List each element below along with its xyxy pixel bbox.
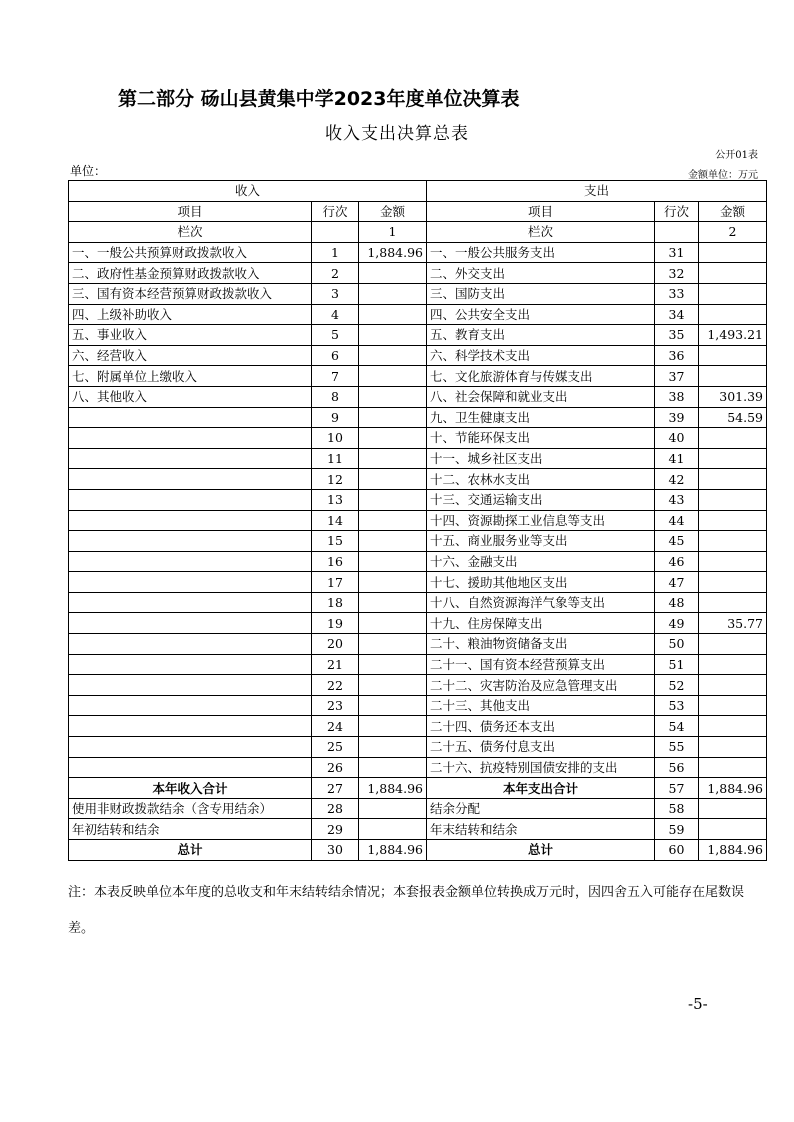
income-line-no: 23 <box>312 695 359 716</box>
expense-item: 二十六、抗疫特别国债安排的支出 <box>427 757 655 778</box>
income-item: 五、事业收入 <box>69 325 312 346</box>
income-item <box>69 428 312 449</box>
income-item <box>69 757 312 778</box>
page-number: -5- <box>688 995 708 1013</box>
expense-line-no: 34 <box>655 304 699 325</box>
income-line-no: 2 <box>312 263 359 284</box>
expense-item: 八、社会保障和就业支出 <box>427 386 655 407</box>
table-row <box>69 242 767 263</box>
expense-amount: 301.39 <box>699 386 767 407</box>
expense-header: 支出 <box>427 181 767 202</box>
income-item: 年初结转和结余 <box>69 819 312 840</box>
income-amount <box>359 325 427 346</box>
table-row <box>69 345 767 366</box>
expense-amount <box>699 592 767 613</box>
income-amount: 1,884.96 <box>359 242 427 263</box>
income-total-amount: 1,884.96 <box>359 778 427 799</box>
expense-amount <box>699 572 767 593</box>
amount-unit: 金额单位：万元 <box>688 170 758 181</box>
expense-amount <box>699 428 767 449</box>
col-index-label: 栏次 <box>427 222 655 243</box>
income-amount <box>359 695 427 716</box>
income-line-no: 10 <box>312 428 359 449</box>
table-row <box>69 592 767 613</box>
table-row <box>69 469 767 490</box>
income-line-no: 18 <box>312 592 359 613</box>
expense-item: 十五、商业服务业等支出 <box>427 531 655 552</box>
expense-item: 十二、农林水支出 <box>427 469 655 490</box>
income-amount <box>359 345 427 366</box>
empty-cell <box>312 222 359 243</box>
expense-line-no: 47 <box>655 572 699 593</box>
income-item <box>69 531 312 552</box>
income-item <box>69 613 312 634</box>
section-header-row <box>69 181 767 202</box>
income-amount <box>359 675 427 696</box>
expense-item: 十、节能环保支出 <box>427 428 655 449</box>
income-item: 六、经营收入 <box>69 345 312 366</box>
expense-line-no: 55 <box>655 737 699 758</box>
income-line-no: 7 <box>312 366 359 387</box>
expense-item: 二、外交支出 <box>427 263 655 284</box>
income-item: 使用非财政拨款结余（含专用结余） <box>69 798 312 819</box>
table-row <box>69 531 767 552</box>
expense-grand-total-amount: 1,884.96 <box>699 840 767 861</box>
table-row <box>69 407 767 428</box>
document-title: 第二部分 砀山县黄集中学2023年度单位决算表 <box>118 88 520 110</box>
expense-item: 二十二、灾害防治及应急管理支出 <box>427 675 655 696</box>
income-item: 四、上级补助收入 <box>69 304 312 325</box>
income-line-no: 9 <box>312 407 359 428</box>
table-row <box>69 510 767 531</box>
expense-amount <box>699 695 767 716</box>
expense-item: 四、公共安全支出 <box>427 304 655 325</box>
income-amount <box>359 283 427 304</box>
expense-item: 十八、自然资源海洋气象等支出 <box>427 592 655 613</box>
income-header: 收入 <box>69 181 427 202</box>
col-item-header: 项目 <box>69 201 312 222</box>
income-item <box>69 654 312 675</box>
year-total-row <box>69 778 767 799</box>
expense-amount <box>699 757 767 778</box>
expense-line-no: 35 <box>655 325 699 346</box>
income-amount <box>359 448 427 469</box>
table-row <box>69 428 767 449</box>
expense-line-no: 54 <box>655 716 699 737</box>
income-amount <box>359 592 427 613</box>
income-amount <box>359 304 427 325</box>
expense-item: 十七、援助其他地区支出 <box>427 572 655 593</box>
expense-line-no: 41 <box>655 448 699 469</box>
income-line-no: 24 <box>312 716 359 737</box>
expense-line-no: 46 <box>655 551 699 572</box>
income-amount <box>359 428 427 449</box>
expense-line-no: 32 <box>655 263 699 284</box>
income-amount <box>359 757 427 778</box>
column-index-row <box>69 222 767 243</box>
income-item: 三、国有资本经营预算财政拨款收入 <box>69 283 312 304</box>
income-item: 八、其他收入 <box>69 386 312 407</box>
expense-item: 二十三、其他支出 <box>427 695 655 716</box>
expense-line-no: 40 <box>655 428 699 449</box>
expense-line-no: 45 <box>655 531 699 552</box>
col-amount-header: 金额 <box>359 201 427 222</box>
expense-item: 九、卫生健康支出 <box>427 407 655 428</box>
expense-total-line-no: 57 <box>655 778 699 799</box>
expense-item: 二十一、国有资本经营预算支出 <box>427 654 655 675</box>
expense-line-no: 52 <box>655 675 699 696</box>
expense-line-no: 44 <box>655 510 699 531</box>
income-line-no: 12 <box>312 469 359 490</box>
col-index-2: 2 <box>699 222 767 243</box>
income-item <box>69 448 312 469</box>
income-total-line-no: 27 <box>312 778 359 799</box>
col-item-header: 项目 <box>427 201 655 222</box>
income-amount <box>359 366 427 387</box>
expense-item: 十三、交通运输支出 <box>427 489 655 510</box>
expense-item: 二十、粮油物资储备支出 <box>427 634 655 655</box>
income-item <box>69 572 312 593</box>
expense-amount <box>699 263 767 284</box>
expense-item: 十四、资源勘探工业信息等支出 <box>427 510 655 531</box>
expense-amount <box>699 469 767 490</box>
table-row <box>69 695 767 716</box>
expense-item: 七、文化旅游体育与传媒支出 <box>427 366 655 387</box>
income-amount <box>359 386 427 407</box>
expense-line-no: 53 <box>655 695 699 716</box>
income-item: 二、政府性基金预算财政拨款收入 <box>69 263 312 284</box>
income-item <box>69 675 312 696</box>
table-row <box>69 798 767 819</box>
table-row <box>69 654 767 675</box>
income-item <box>69 510 312 531</box>
expense-amount <box>699 510 767 531</box>
income-amount <box>359 634 427 655</box>
expense-amount: 54.59 <box>699 407 767 428</box>
expense-line-no: 50 <box>655 634 699 655</box>
income-item <box>69 737 312 758</box>
income-line-no: 4 <box>312 304 359 325</box>
income-grand-total-line-no: 30 <box>312 840 359 861</box>
table-row <box>69 757 767 778</box>
expense-grand-total-label: 总计 <box>427 840 655 861</box>
income-line-no: 20 <box>312 634 359 655</box>
expense-item: 结余分配 <box>427 798 655 819</box>
col-line-header: 行次 <box>312 201 359 222</box>
table-row <box>69 819 767 840</box>
expense-line-no: 48 <box>655 592 699 613</box>
income-item <box>69 592 312 613</box>
income-amount <box>359 654 427 675</box>
income-amount <box>359 510 427 531</box>
income-amount <box>359 551 427 572</box>
expense-amount <box>699 242 767 263</box>
expense-amount <box>699 798 767 819</box>
expense-item: 三、国防支出 <box>427 283 655 304</box>
income-line-no: 5 <box>312 325 359 346</box>
income-line-no: 14 <box>312 510 359 531</box>
income-grand-total-label: 总计 <box>69 840 312 861</box>
expense-item: 二十五、债务付息支出 <box>427 737 655 758</box>
income-line-no: 19 <box>312 613 359 634</box>
income-item <box>69 716 312 737</box>
empty-cell <box>655 222 699 243</box>
income-amount <box>359 469 427 490</box>
expense-item: 一、一般公共服务支出 <box>427 242 655 263</box>
income-line-no: 3 <box>312 283 359 304</box>
income-amount <box>359 572 427 593</box>
expense-line-no: 31 <box>655 242 699 263</box>
column-header-row <box>69 201 767 222</box>
table-row <box>69 634 767 655</box>
income-line-no: 29 <box>312 819 359 840</box>
expense-amount <box>699 551 767 572</box>
expense-line-no: 49 <box>655 613 699 634</box>
table-row <box>69 386 767 407</box>
footnote: 注：本表反映单位本年度的总收支和年末结转结余情况；本套报表金额单位转换成万元时，因四舍五入可能存在尾数误差。 <box>68 885 745 936</box>
expense-line-no: 36 <box>655 345 699 366</box>
expense-item: 十一、城乡社区支出 <box>427 448 655 469</box>
expense-line-no: 37 <box>655 366 699 387</box>
table-row <box>69 448 767 469</box>
income-amount <box>359 263 427 284</box>
table-row <box>69 263 767 284</box>
table-row <box>69 613 767 634</box>
income-line-no: 15 <box>312 531 359 552</box>
income-line-no: 8 <box>312 386 359 407</box>
expense-item: 十六、金融支出 <box>427 551 655 572</box>
expense-item: 年末结转和结余 <box>427 819 655 840</box>
expense-amount: 1,493.21 <box>699 325 767 346</box>
income-line-no: 6 <box>312 345 359 366</box>
income-item: 七、附属单位上缴收入 <box>69 366 312 387</box>
income-amount <box>359 716 427 737</box>
expense-amount <box>699 675 767 696</box>
col-index-1: 1 <box>359 222 427 243</box>
expense-amount <box>699 654 767 675</box>
income-line-no: 1 <box>312 242 359 263</box>
table-row <box>69 304 767 325</box>
expense-amount <box>699 634 767 655</box>
expense-amount: 35.77 <box>699 613 767 634</box>
expense-line-no: 33 <box>655 283 699 304</box>
income-amount <box>359 798 427 819</box>
table-row <box>69 551 767 572</box>
expense-amount <box>699 283 767 304</box>
expense-item: 五、教育支出 <box>427 325 655 346</box>
expense-line-no: 43 <box>655 489 699 510</box>
table-row <box>69 716 767 737</box>
income-line-no: 13 <box>312 489 359 510</box>
table-subtitle: 收入支出决算总表 <box>325 124 469 144</box>
income-item <box>69 695 312 716</box>
expense-amount <box>699 716 767 737</box>
income-expense-table <box>68 180 767 861</box>
income-amount <box>359 531 427 552</box>
expense-amount <box>699 489 767 510</box>
expense-grand-total-line-no: 60 <box>655 840 699 861</box>
expense-line-no: 56 <box>655 757 699 778</box>
grand-total-row <box>69 840 767 861</box>
expense-amount <box>699 737 767 758</box>
income-amount <box>359 407 427 428</box>
expense-amount <box>699 448 767 469</box>
income-grand-total-amount: 1,884.96 <box>359 840 427 861</box>
income-item <box>69 469 312 490</box>
income-line-no: 22 <box>312 675 359 696</box>
expense-line-no: 58 <box>655 798 699 819</box>
expense-item: 六、科学技术支出 <box>427 345 655 366</box>
expense-line-no: 59 <box>655 819 699 840</box>
expense-line-no: 51 <box>655 654 699 675</box>
income-line-no: 16 <box>312 551 359 572</box>
expense-line-no: 38 <box>655 386 699 407</box>
expense-amount <box>699 819 767 840</box>
table-row <box>69 675 767 696</box>
expense-line-no: 39 <box>655 407 699 428</box>
income-item <box>69 489 312 510</box>
expense-amount <box>699 304 767 325</box>
income-item <box>69 551 312 572</box>
income-amount <box>359 819 427 840</box>
table-row <box>69 325 767 346</box>
expense-total-label: 本年支出合计 <box>427 778 655 799</box>
income-amount <box>359 737 427 758</box>
income-item: 一、一般公共预算财政拨款收入 <box>69 242 312 263</box>
form-code: 公开01表 <box>715 150 758 161</box>
table-row <box>69 366 767 387</box>
expense-amount <box>699 366 767 387</box>
income-total-label: 本年收入合计 <box>69 778 312 799</box>
income-line-no: 17 <box>312 572 359 593</box>
table-row <box>69 489 767 510</box>
expense-amount <box>699 531 767 552</box>
expense-total-amount: 1,884.96 <box>699 778 767 799</box>
income-line-no: 25 <box>312 737 359 758</box>
expense-amount <box>699 345 767 366</box>
expense-item: 十九、住房保障支出 <box>427 613 655 634</box>
income-line-no: 26 <box>312 757 359 778</box>
income-line-no: 28 <box>312 798 359 819</box>
income-amount <box>359 613 427 634</box>
income-line-no: 11 <box>312 448 359 469</box>
expense-item: 二十四、债务还本支出 <box>427 716 655 737</box>
col-index-label: 栏次 <box>69 222 312 243</box>
table-row <box>69 572 767 593</box>
expense-line-no: 42 <box>655 469 699 490</box>
income-line-no: 21 <box>312 654 359 675</box>
table-row <box>69 283 767 304</box>
income-item <box>69 634 312 655</box>
income-item <box>69 407 312 428</box>
unit-label: 单位： <box>70 164 107 178</box>
table-row <box>69 737 767 758</box>
income-amount <box>359 489 427 510</box>
col-line-header: 行次 <box>655 201 699 222</box>
col-amount-header: 金额 <box>699 201 767 222</box>
